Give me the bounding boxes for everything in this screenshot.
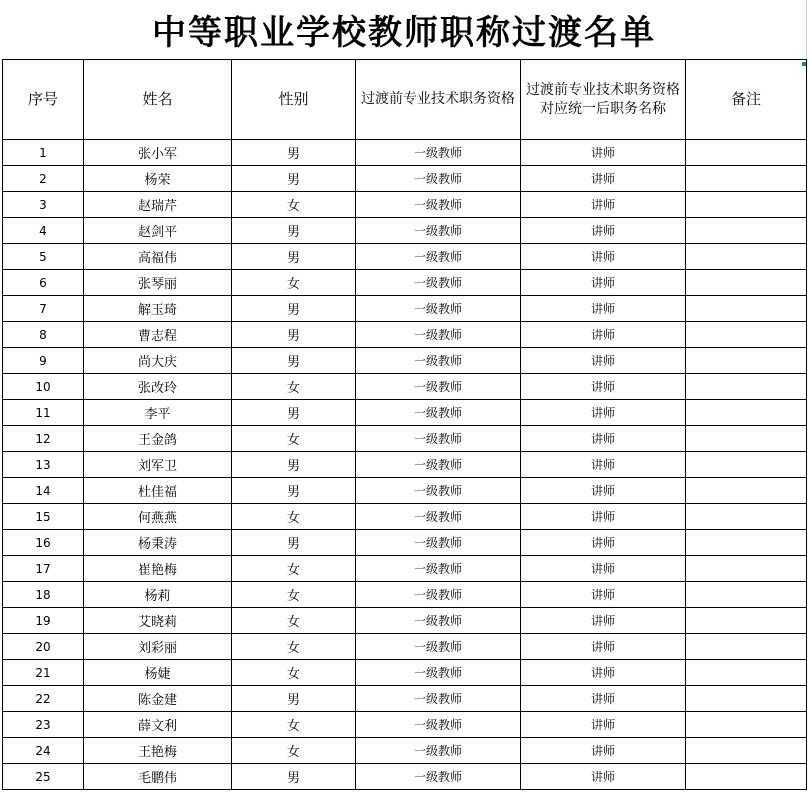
cell-name[interactable]: 艾晓莉 <box>84 608 232 634</box>
cell-seq[interactable]: 24 <box>3 738 84 764</box>
table-row <box>3 504 807 530</box>
header-row <box>3 60 807 140</box>
table-row <box>3 374 807 400</box>
cell-before-title[interactable]: 一级教师 <box>356 140 521 166</box>
cell-before-title[interactable]: 一级教师 <box>356 452 521 478</box>
cell-seq[interactable]: 5 <box>3 244 84 270</box>
cell-after-title[interactable]: 讲师 <box>521 192 686 218</box>
cell-gender[interactable]: 男 <box>232 686 356 712</box>
cell-before-title[interactable]: 一级教师 <box>356 556 521 582</box>
table-row <box>3 764 807 790</box>
cell-remark[interactable] <box>686 400 807 426</box>
cell-remark[interactable] <box>686 374 807 400</box>
cell-name[interactable]: 何燕燕 <box>84 504 232 530</box>
cell-before-title[interactable]: 一级教师 <box>356 608 521 634</box>
cell-seq[interactable]: 11 <box>3 400 84 426</box>
cell-seq[interactable]: 7 <box>3 296 84 322</box>
cell-after-title[interactable]: 讲师 <box>521 660 686 686</box>
cell-after-title[interactable]: 讲师 <box>521 374 686 400</box>
cell-name[interactable]: 高福伟 <box>84 244 232 270</box>
sheet-gridline <box>806 0 807 58</box>
cell-gender[interactable]: 男 <box>232 218 356 244</box>
cell-name[interactable]: 张小军 <box>84 140 232 166</box>
cell-seq[interactable]: 9 <box>3 348 84 374</box>
table-row <box>3 686 807 712</box>
cell-before-title[interactable]: 一级教师 <box>356 296 521 322</box>
table-row <box>3 348 807 374</box>
cell-seq[interactable]: 25 <box>3 764 84 790</box>
cell-before-title[interactable]: 一级教师 <box>356 400 521 426</box>
cell-remark[interactable] <box>686 348 807 374</box>
cell-gender[interactable]: 男 <box>232 348 356 374</box>
cell-seq[interactable]: 1 <box>3 140 84 166</box>
cell-after-title[interactable]: 讲师 <box>521 452 686 478</box>
cell-gender[interactable]: 男 <box>232 244 356 270</box>
table-row <box>3 166 807 192</box>
cell-remark[interactable] <box>686 426 807 452</box>
cell-remark[interactable] <box>686 192 807 218</box>
table-row <box>3 140 807 166</box>
cell-name[interactable]: 薛文利 <box>84 712 232 738</box>
cell-before-title[interactable]: 一级教师 <box>356 322 521 348</box>
cell-before-title[interactable]: 一级教师 <box>356 582 521 608</box>
cell-seq[interactable]: 23 <box>3 712 84 738</box>
cell-remark[interactable] <box>686 270 807 296</box>
table-row <box>3 582 807 608</box>
cell-remark[interactable] <box>686 218 807 244</box>
cell-remark[interactable] <box>686 530 807 556</box>
cell-before-title[interactable]: 一级教师 <box>356 530 521 556</box>
cell-name[interactable]: 杨莉 <box>84 582 232 608</box>
cell-remark[interactable] <box>686 478 807 504</box>
cell-remark[interactable] <box>686 140 807 166</box>
cell-remark[interactable] <box>686 634 807 660</box>
cell-after-title[interactable]: 讲师 <box>521 686 686 712</box>
page-title: 中等职业学校教师职称过渡名单 <box>152 12 656 53</box>
cell-seq[interactable]: 15 <box>3 504 84 530</box>
cell-gender[interactable]: 男 <box>232 400 356 426</box>
table-row <box>3 634 807 660</box>
cell-seq[interactable]: 4 <box>3 218 84 244</box>
cell-before-title[interactable]: 一级教师 <box>356 686 521 712</box>
cell-seq[interactable]: 14 <box>3 478 84 504</box>
cell-name[interactable]: 崔艳梅 <box>84 556 232 582</box>
cell-gender[interactable]: 女 <box>232 582 356 608</box>
header-seq[interactable]: 序号 <box>3 60 84 140</box>
cell-before-title[interactable]: 一级教师 <box>356 348 521 374</box>
cell-after-title[interactable]: 讲师 <box>521 556 686 582</box>
cell-gender[interactable]: 女 <box>232 192 356 218</box>
cell-name[interactable]: 刘彩丽 <box>84 634 232 660</box>
cell-seq[interactable]: 13 <box>3 452 84 478</box>
cell-gender[interactable]: 女 <box>232 712 356 738</box>
table-row <box>3 660 807 686</box>
cell-gender[interactable]: 女 <box>232 374 356 400</box>
cell-remark[interactable] <box>686 712 807 738</box>
cell-seq[interactable]: 20 <box>3 634 84 660</box>
cell-before-title[interactable]: 一级教师 <box>356 634 521 660</box>
cell-name[interactable]: 杨秉涛 <box>84 530 232 556</box>
cell-seq[interactable]: 16 <box>3 530 84 556</box>
cell-seq[interactable]: 22 <box>3 686 84 712</box>
cell-name[interactable]: 赵剑平 <box>84 218 232 244</box>
cell-remark[interactable] <box>686 556 807 582</box>
cell-after-title[interactable]: 讲师 <box>521 244 686 270</box>
cell-after-title[interactable]: 讲师 <box>521 270 686 296</box>
cell-after-title[interactable]: 讲师 <box>521 504 686 530</box>
table-row <box>3 530 807 556</box>
cell-seq[interactable]: 17 <box>3 556 84 582</box>
cell-seq[interactable]: 3 <box>3 192 84 218</box>
cell-seq[interactable]: 21 <box>3 660 84 686</box>
table-row <box>3 192 807 218</box>
cell-gender[interactable]: 女 <box>232 426 356 452</box>
cell-after-title[interactable]: 讲师 <box>521 400 686 426</box>
table-row <box>3 738 807 764</box>
cell-gender[interactable]: 男 <box>232 452 356 478</box>
cell-seq[interactable]: 12 <box>3 426 84 452</box>
cell-before-title[interactable]: 一级教师 <box>356 166 521 192</box>
cell-seq[interactable]: 10 <box>3 374 84 400</box>
header-before-title[interactable]: 过渡前专业技术职务资格 <box>356 60 521 140</box>
cell-before-title[interactable]: 一级教师 <box>356 504 521 530</box>
cell-after-title[interactable]: 讲师 <box>521 634 686 660</box>
cell-name[interactable]: 张琴丽 <box>84 270 232 296</box>
cell-after-title[interactable]: 讲师 <box>521 738 686 764</box>
cell-name[interactable]: 张改玲 <box>84 374 232 400</box>
cell-name[interactable]: 陈金建 <box>84 686 232 712</box>
cell-gender[interactable]: 男 <box>232 478 356 504</box>
cell-name[interactable]: 王艳梅 <box>84 738 232 764</box>
cell-after-title[interactable]: 讲师 <box>521 608 686 634</box>
table-row <box>3 426 807 452</box>
table-row <box>3 556 807 582</box>
cell-gender[interactable]: 女 <box>232 556 356 582</box>
cell-gender[interactable]: 女 <box>232 660 356 686</box>
cell-name[interactable]: 毛鹏伟 <box>84 764 232 790</box>
cell-name[interactable]: 王金鸽 <box>84 426 232 452</box>
cell-before-title[interactable]: 一级教师 <box>356 478 521 504</box>
cell-before-title[interactable]: 一级教师 <box>356 764 521 790</box>
header-after-title[interactable]: 过渡前专业技术职务资格对应统一后职务名称 <box>521 60 686 140</box>
cell-name[interactable]: 李平 <box>84 400 232 426</box>
table-row <box>3 244 807 270</box>
table-row <box>3 296 807 322</box>
cell-name[interactable]: 杜佳福 <box>84 478 232 504</box>
cell-after-title[interactable]: 讲师 <box>521 218 686 244</box>
cell-remark[interactable] <box>686 738 807 764</box>
cell-gender[interactable]: 女 <box>232 608 356 634</box>
cell-gender[interactable]: 女 <box>232 634 356 660</box>
cell-gender[interactable]: 男 <box>232 166 356 192</box>
cell-remark[interactable] <box>686 608 807 634</box>
header-gender[interactable]: 性别 <box>232 60 356 140</box>
cell-gender[interactable]: 男 <box>232 322 356 348</box>
cell-seq[interactable]: 6 <box>3 270 84 296</box>
cell-gender[interactable]: 女 <box>232 504 356 530</box>
cell-seq[interactable]: 2 <box>3 166 84 192</box>
cell-gender[interactable]: 女 <box>232 270 356 296</box>
cell-remark[interactable] <box>686 504 807 530</box>
cell-remark[interactable] <box>686 764 807 790</box>
cell-after-title[interactable]: 讲师 <box>521 166 686 192</box>
header-name[interactable]: 姓名 <box>84 60 232 140</box>
cell-after-title[interactable]: 讲师 <box>521 348 686 374</box>
table-row <box>3 400 807 426</box>
cell-gender[interactable]: 女 <box>232 738 356 764</box>
cell-before-title[interactable]: 一级教师 <box>356 660 521 686</box>
cell-name[interactable]: 曹志程 <box>84 322 232 348</box>
cell-before-title[interactable]: 一级教师 <box>356 738 521 764</box>
cell-after-title[interactable]: 讲师 <box>521 478 686 504</box>
teacher-title-table <box>2 59 807 790</box>
cell-before-title[interactable]: 一级教师 <box>356 426 521 452</box>
cell-remark[interactable] <box>686 452 807 478</box>
cell-gender[interactable]: 男 <box>232 296 356 322</box>
cell-before-title[interactable]: 一级教师 <box>356 218 521 244</box>
cell-name[interactable]: 赵瑞芹 <box>84 192 232 218</box>
cell-remark[interactable] <box>686 322 807 348</box>
table-row <box>3 322 807 348</box>
cell-name[interactable]: 解玉琦 <box>84 296 232 322</box>
cell-remark[interactable] <box>686 686 807 712</box>
cell-gender[interactable]: 男 <box>232 140 356 166</box>
table-row <box>3 478 807 504</box>
cell-before-title[interactable]: 一级教师 <box>356 712 521 738</box>
cell-after-title[interactable]: 讲师 <box>521 764 686 790</box>
cell-remark[interactable] <box>686 296 807 322</box>
cell-after-title[interactable]: 讲师 <box>521 530 686 556</box>
cell-after-title[interactable]: 讲师 <box>521 140 686 166</box>
cell-after-title[interactable]: 讲师 <box>521 296 686 322</box>
cell-name[interactable]: 刘军卫 <box>84 452 232 478</box>
cell-remark[interactable] <box>686 166 807 192</box>
cell-before-title[interactable]: 一级教师 <box>356 244 521 270</box>
cell-seq[interactable]: 18 <box>3 582 84 608</box>
cell-gender[interactable]: 男 <box>232 764 356 790</box>
cell-before-title[interactable]: 一级教师 <box>356 192 521 218</box>
cell-before-title[interactable]: 一级教师 <box>356 374 521 400</box>
table-row <box>3 712 807 738</box>
cell-after-title[interactable]: 讲师 <box>521 426 686 452</box>
cell-name[interactable]: 杨婕 <box>84 660 232 686</box>
header-remark[interactable]: 备注 <box>686 60 807 140</box>
table-row <box>3 270 807 296</box>
cell-seq[interactable]: 8 <box>3 322 84 348</box>
cell-after-title[interactable]: 讲师 <box>521 582 686 608</box>
cell-after-title[interactable]: 讲师 <box>521 322 686 348</box>
cell-gender[interactable]: 男 <box>232 530 356 556</box>
cell-after-title[interactable]: 讲师 <box>521 712 686 738</box>
cell-remark[interactable] <box>686 582 807 608</box>
cell-name[interactable]: 杨荣 <box>84 166 232 192</box>
cell-remark[interactable] <box>686 244 807 270</box>
table-row <box>3 218 807 244</box>
table-row <box>3 452 807 478</box>
table-row <box>3 608 807 634</box>
cell-seq[interactable]: 19 <box>3 608 84 634</box>
cell-name[interactable]: 尚大庆 <box>84 348 232 374</box>
cell-before-title[interactable]: 一级教师 <box>356 270 521 296</box>
cell-remark[interactable] <box>686 660 807 686</box>
